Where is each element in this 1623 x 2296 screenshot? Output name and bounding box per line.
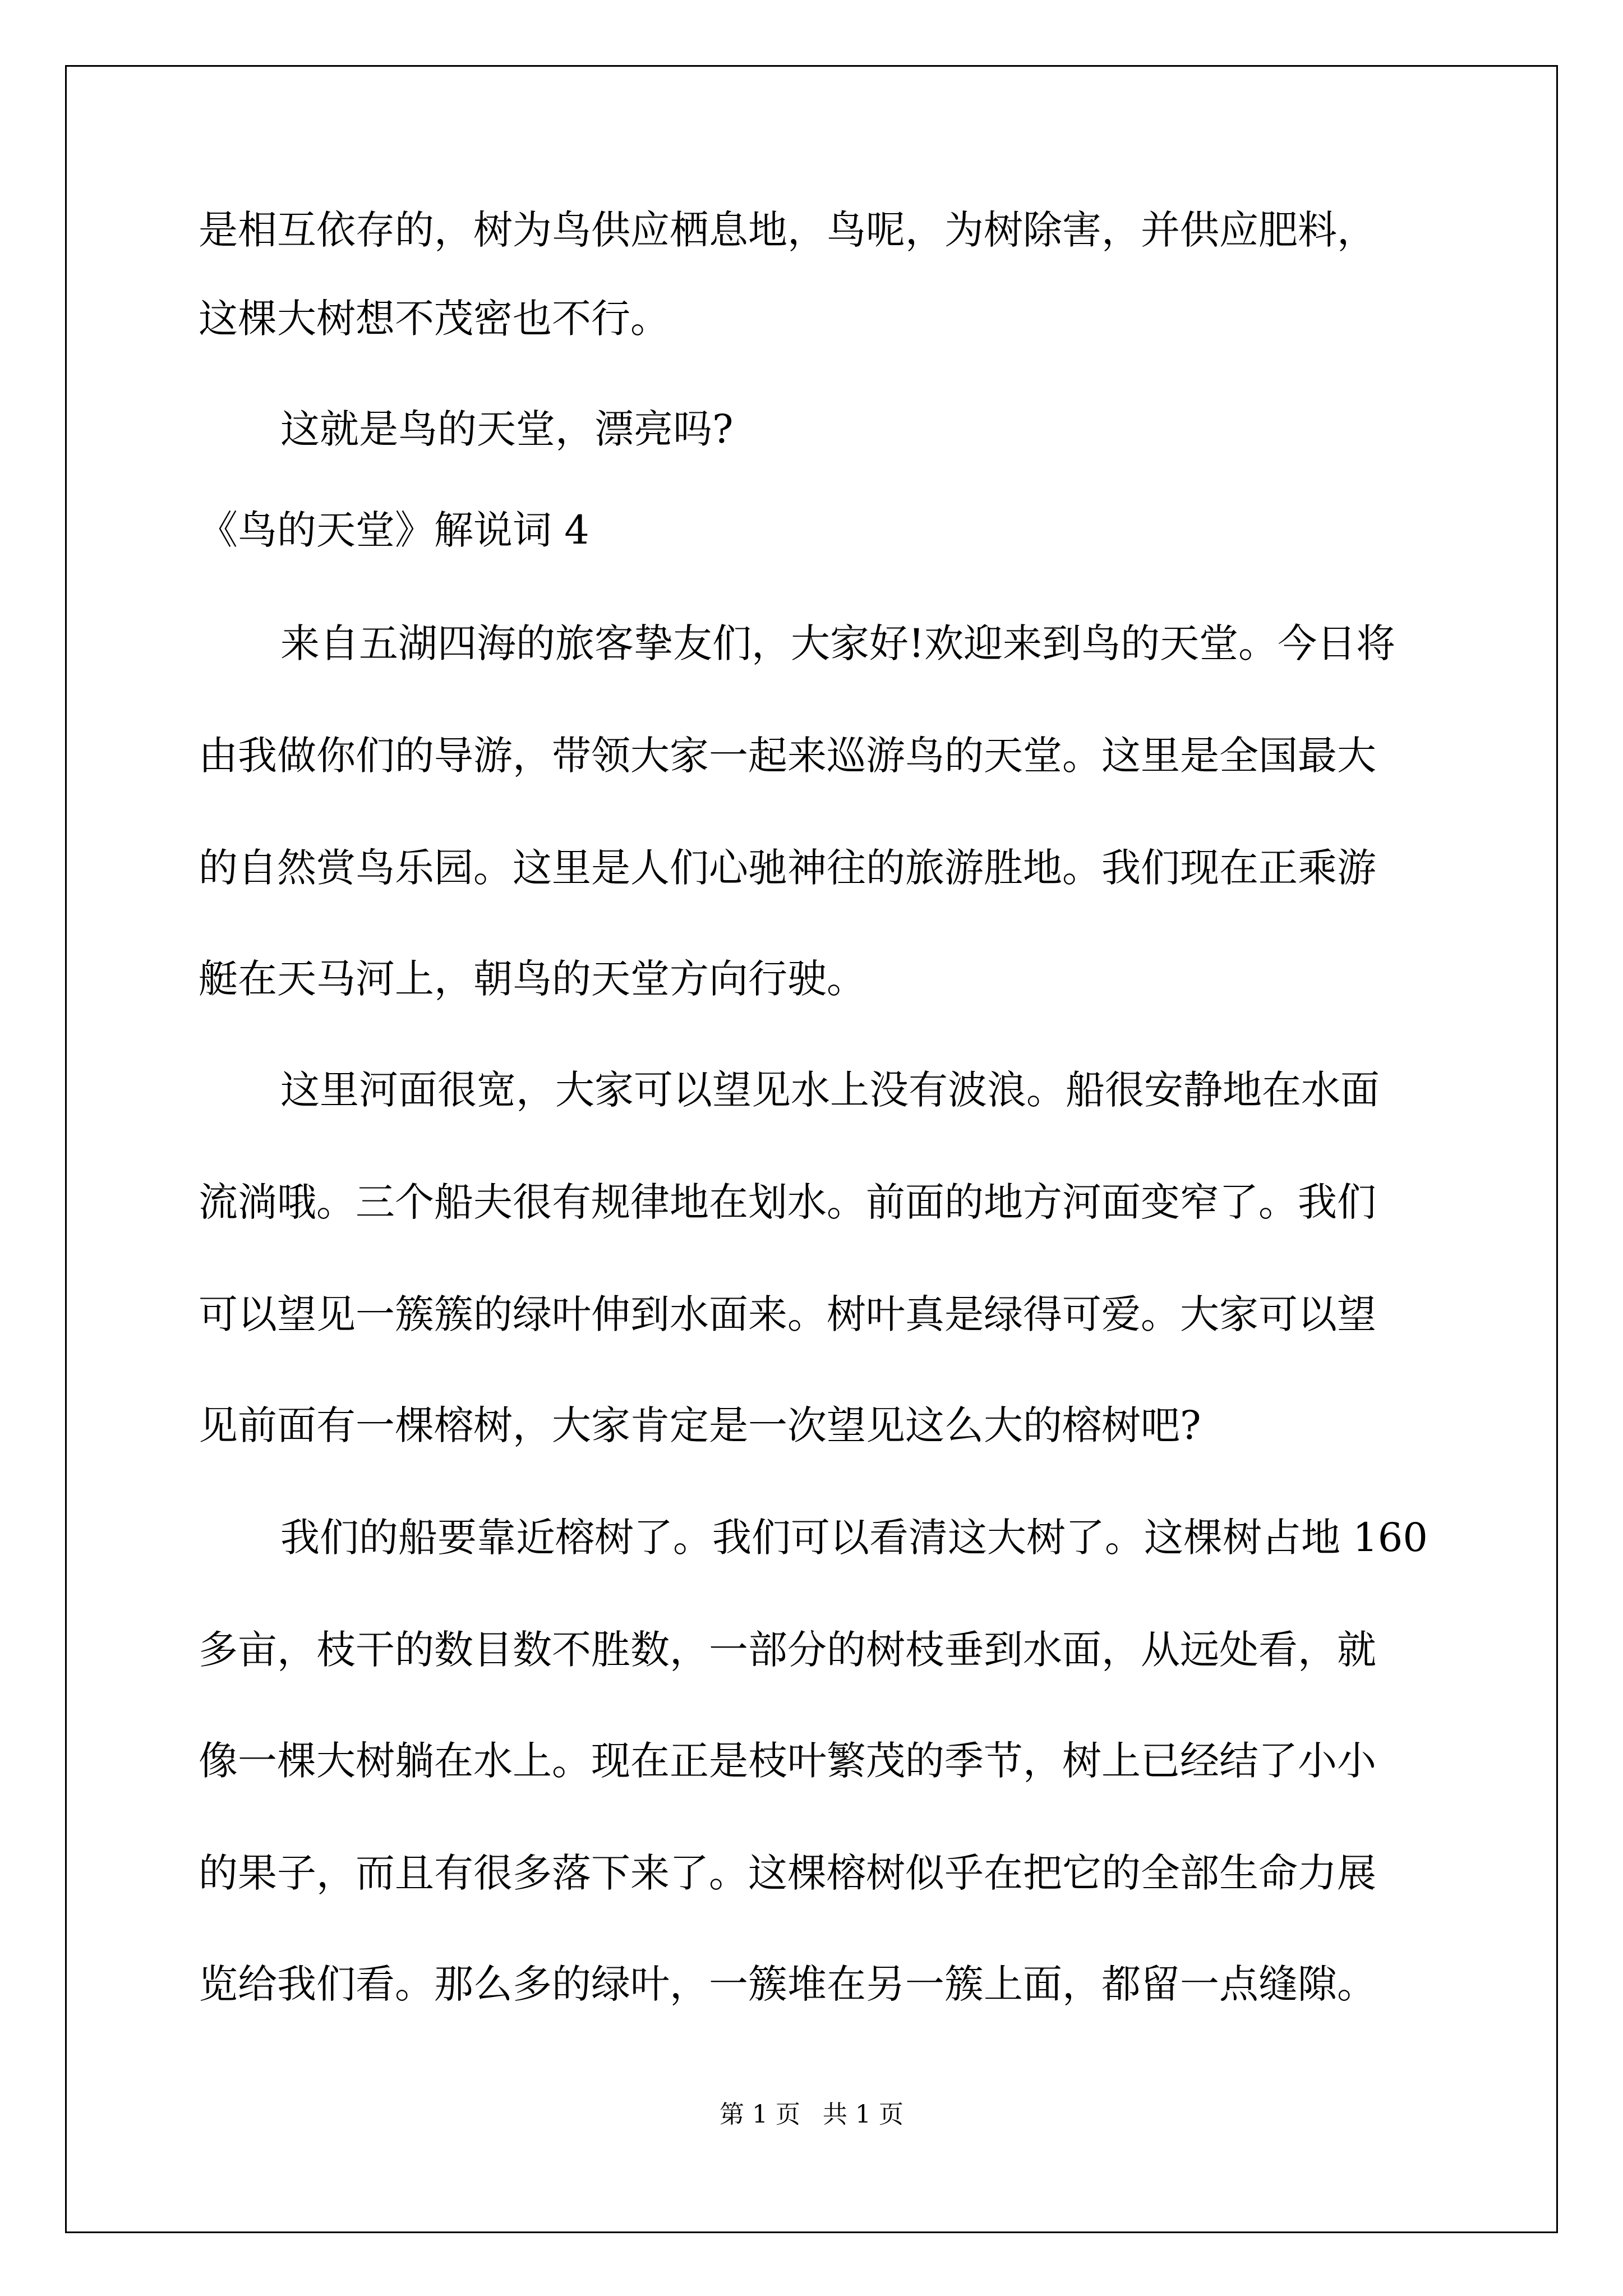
text-line: 的果子，而且有很多落下来了。这棵榕树似乎在把它的全部生命力展 [199,1850,1376,1896]
text-line: 流淌哦。三个船夫很有规律地在划水。前面的地方河面变窄了。我们 [199,1179,1376,1225]
text-line: 像一棵大树躺在水上。现在正是枝叶繁茂的季节，树上已经结了小小 [199,1738,1376,1784]
text-line: 是相互依存的，树为鸟供应栖息地，鸟呢，为树除害，并供应肥料， [199,207,1376,253]
text-line: 我们的船要靠近榕树了。我们可以看清这大树了。这棵树占地 160 [280,1515,1428,1561]
text-line: 的自然赏鸟乐园。这里是人们心驰神往的旅游胜地。我们现在正乘游 [199,845,1376,891]
text-line: 这棵大树想不茂密也不行。 [199,296,670,342]
text-line: 由我做你们的导游，带领大家一起来巡游鸟的天堂。这里是全国最大 [199,733,1376,779]
text-line: 这就是鸟的天堂，漂亮吗? [280,406,734,452]
page-number: 第 1 页 [720,2100,800,2129]
text-line: 览给我们看。那么多的绿叶，一簇堆在另一簇上面，都留一点缝隙。 [199,1961,1376,2007]
section-heading: 《鸟的天堂》解说词 4 [199,507,589,553]
text-line: 艇在天马河上，朝鸟的天堂方向行驶。 [199,956,866,1002]
page-border [65,65,1558,2233]
text-line: 可以望见一簇簇的绿叶伸到水面来。树叶真是绿得可爱。大家可以望 [199,1291,1376,1337]
text-line: 来自五湖四海的旅客挚友们，大家好!欢迎来到鸟的天堂。今日将 [280,620,1396,666]
page-footer [0,2098,1623,2132]
text-line: 多亩，枝干的数目数不胜数，一部分的树枝垂到水面，从远处看，就 [199,1627,1376,1673]
page-total: 共 1 页 [823,2100,903,2129]
text-line: 这里河面很宽，大家可以望见水上没有波浪。船很安静地在水面 [280,1067,1380,1113]
text-line: 见前面有一棵榕树，大家肯定是一次望见这么大的榕树吧? [199,1402,1201,1448]
